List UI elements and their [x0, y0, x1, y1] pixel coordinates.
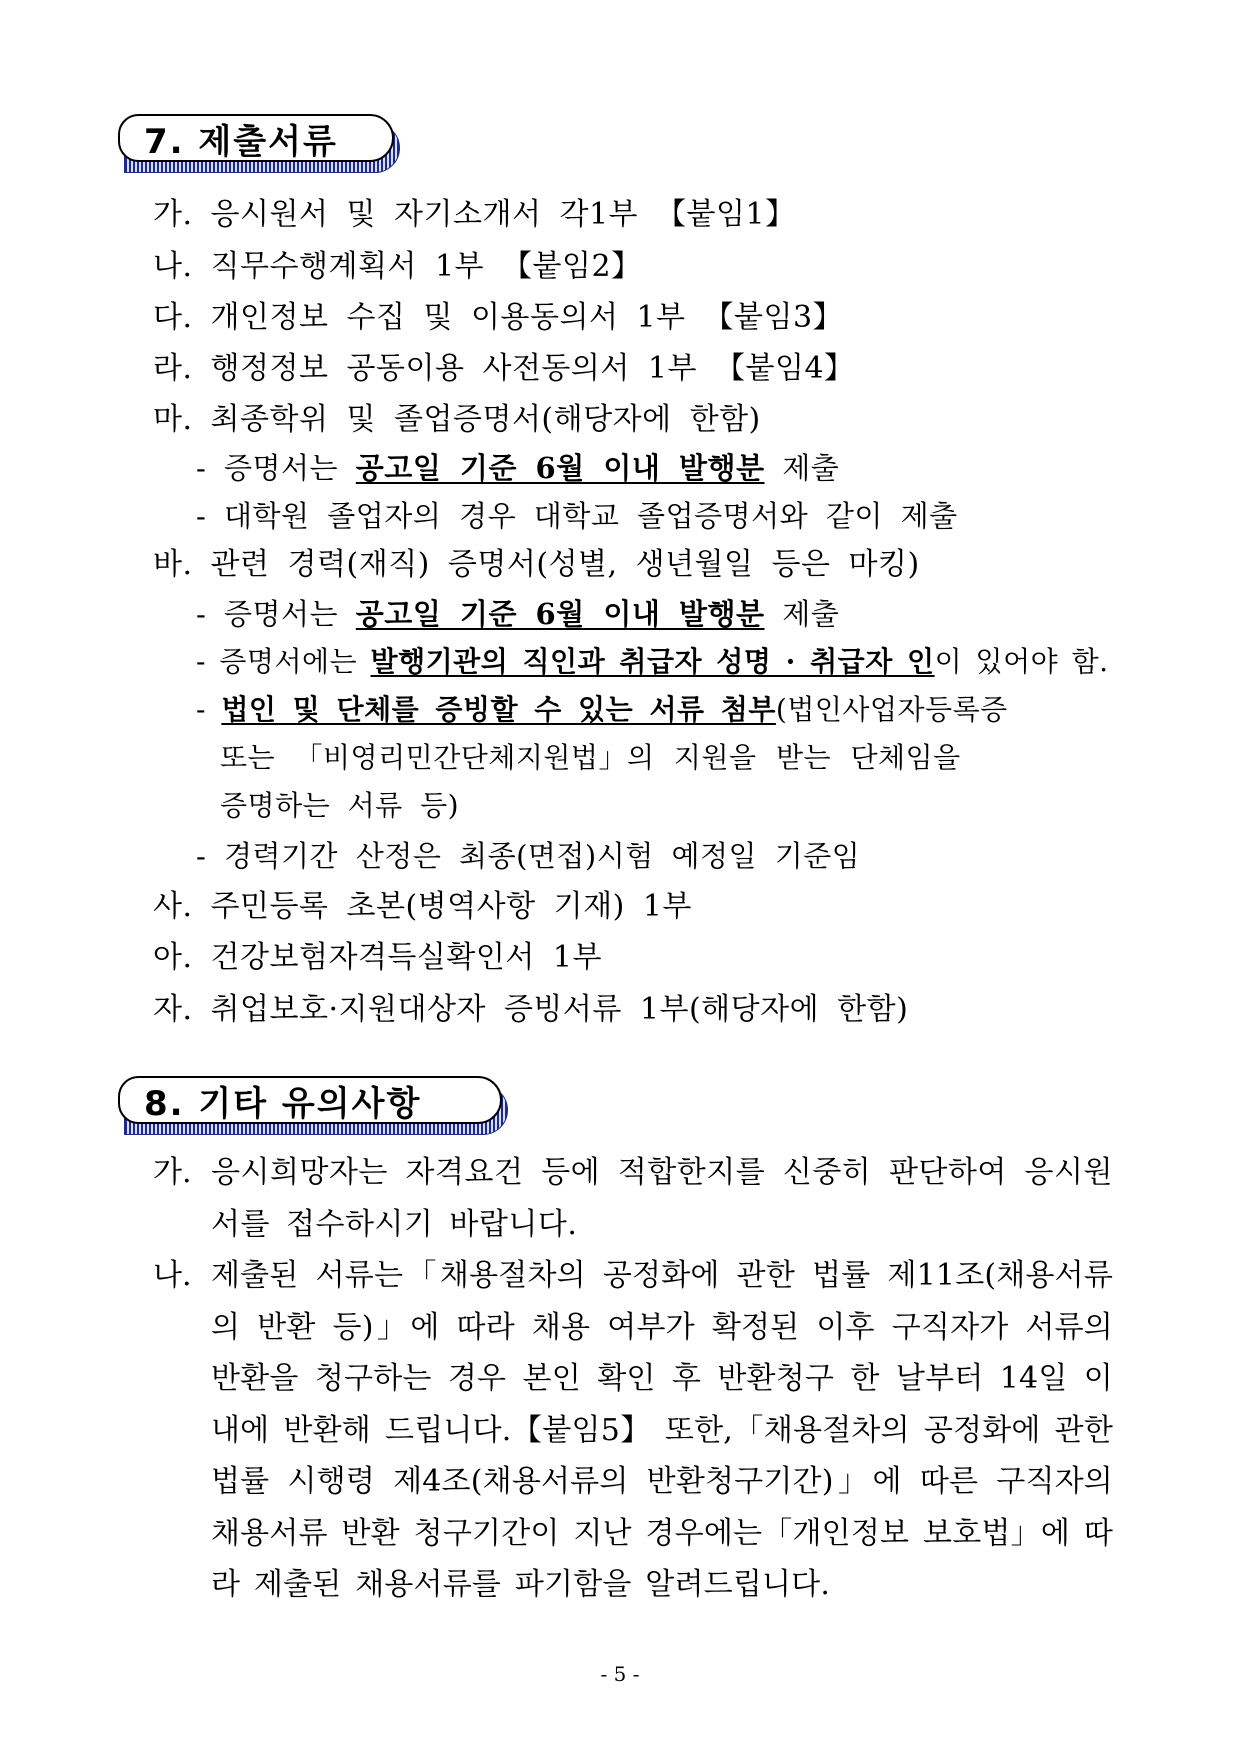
sub-text: - 증명서는	[196, 597, 356, 631]
item-7-ba-sub2	[196, 642, 1109, 682]
item-7-na: 나. 직무수행계획서 1부 【붙임2】	[153, 249, 642, 284]
item-8-ga-marker: 가.	[153, 1155, 192, 1190]
item-7-ma-sub1	[196, 448, 839, 488]
item-7-ba-sub3-line2: 또는 「비영리민간단체지원법」의 지원을 받는 단체임을	[220, 741, 961, 774]
header-box	[118, 114, 394, 162]
item-7-da: 다. 개인정보 수집 및 이용동의서 1부 【붙임3】	[153, 300, 844, 335]
sub-text: (법인사업자등록증	[775, 693, 1008, 726]
item-7-sa: 사. 주민등록 초본(병역사항 기재) 1부	[153, 889, 692, 924]
emphasis-text: 법인 및 단체를 증빙할 수 있는 서류 첨부	[221, 693, 776, 726]
sub-text: -	[196, 693, 222, 726]
sub-text: - 증명서에는	[196, 645, 371, 678]
item-8-na-text: 제출된 서류는「채용절차의 공정화에 관한 법률 제11조(채용서류의 반환 등)」에 따라 채용 여부가 확정된 이후 구직자가 서류의 반환을 청구하는 경우 본인 확인 후 반환청구 한 날부터 14일 이내에 반환해 드립니다.【붙임5】 또한,「채용절차의 공정화에 관한 법률 시행령 제4조(채용서류의 반환청구기간)」에 따른 구직자의 채용서류 반환 청구기간이 지난 경우에는「개인정보 보호법」에 따라 제출된 채용서류를 파기함을 알려드립니다.	[211, 1258, 1113, 1602]
item-7-ba-sub4: - 경력기간 산정은 최종(면접)시험 예정일 기준임	[196, 839, 861, 873]
section-8-title: 8. 기타 유의사항	[144, 1083, 422, 1124]
item-7-ma-sub2: - 대학원 졸업자의 경우 대학교 졸업증명서와 같이 제출	[196, 499, 958, 533]
sub-text: - 증명서는	[196, 451, 356, 485]
sub-text: 제출	[764, 597, 840, 631]
section-7-title: 7. 제출서류	[144, 121, 338, 162]
section-7-header	[118, 114, 394, 170]
emphasis-text: 공고일 기준 6월 이내 발행분	[355, 451, 765, 485]
page-number: - 5 -	[600, 1662, 640, 1686]
sub-text: 이 있어야 함.	[934, 645, 1109, 678]
item-7-ma: 마. 최종학위 및 졸업증명서(해당자에 한함)	[153, 402, 761, 437]
header-box	[118, 1076, 502, 1124]
item-7-ba-sub3-line3: 증명하는 서류 등)	[220, 789, 460, 822]
emphasis-text: 발행기관의 직인과 취급자 성명 · 취급자 인	[370, 645, 935, 678]
item-7-ga: 가. 응시원서 및 자기소개서 각1부 【붙임1】	[153, 197, 796, 232]
item-8-ga-text: 응시희망자는 자격요건 등에 적합한지를 신중히 판단하여 응시원서를 접수하시기 바랍니다.	[211, 1155, 1113, 1242]
item-7-ja: 자. 취업보호·지원대상자 증빙서류 1부(해당자에 한함)	[153, 992, 909, 1027]
section-8-header	[118, 1076, 502, 1132]
item-7-ba-sub1	[196, 594, 839, 634]
item-7-a: 아. 건강보험자격득실확인서 1부	[153, 940, 602, 975]
item-7-ba: 바. 관련 경력(재직) 증명서(성별, 생년월일 등은 마킹)	[153, 547, 920, 582]
item-7-ra: 라. 행정정보 공동이용 사전동의서 1부 【붙임4】	[153, 351, 855, 386]
sub-text: 제출	[764, 451, 840, 485]
emphasis-text: 공고일 기준 6월 이내 발행분	[355, 597, 765, 631]
item-7-ba-sub3	[196, 690, 1008, 730]
item-8-na-marker: 나.	[153, 1258, 192, 1293]
